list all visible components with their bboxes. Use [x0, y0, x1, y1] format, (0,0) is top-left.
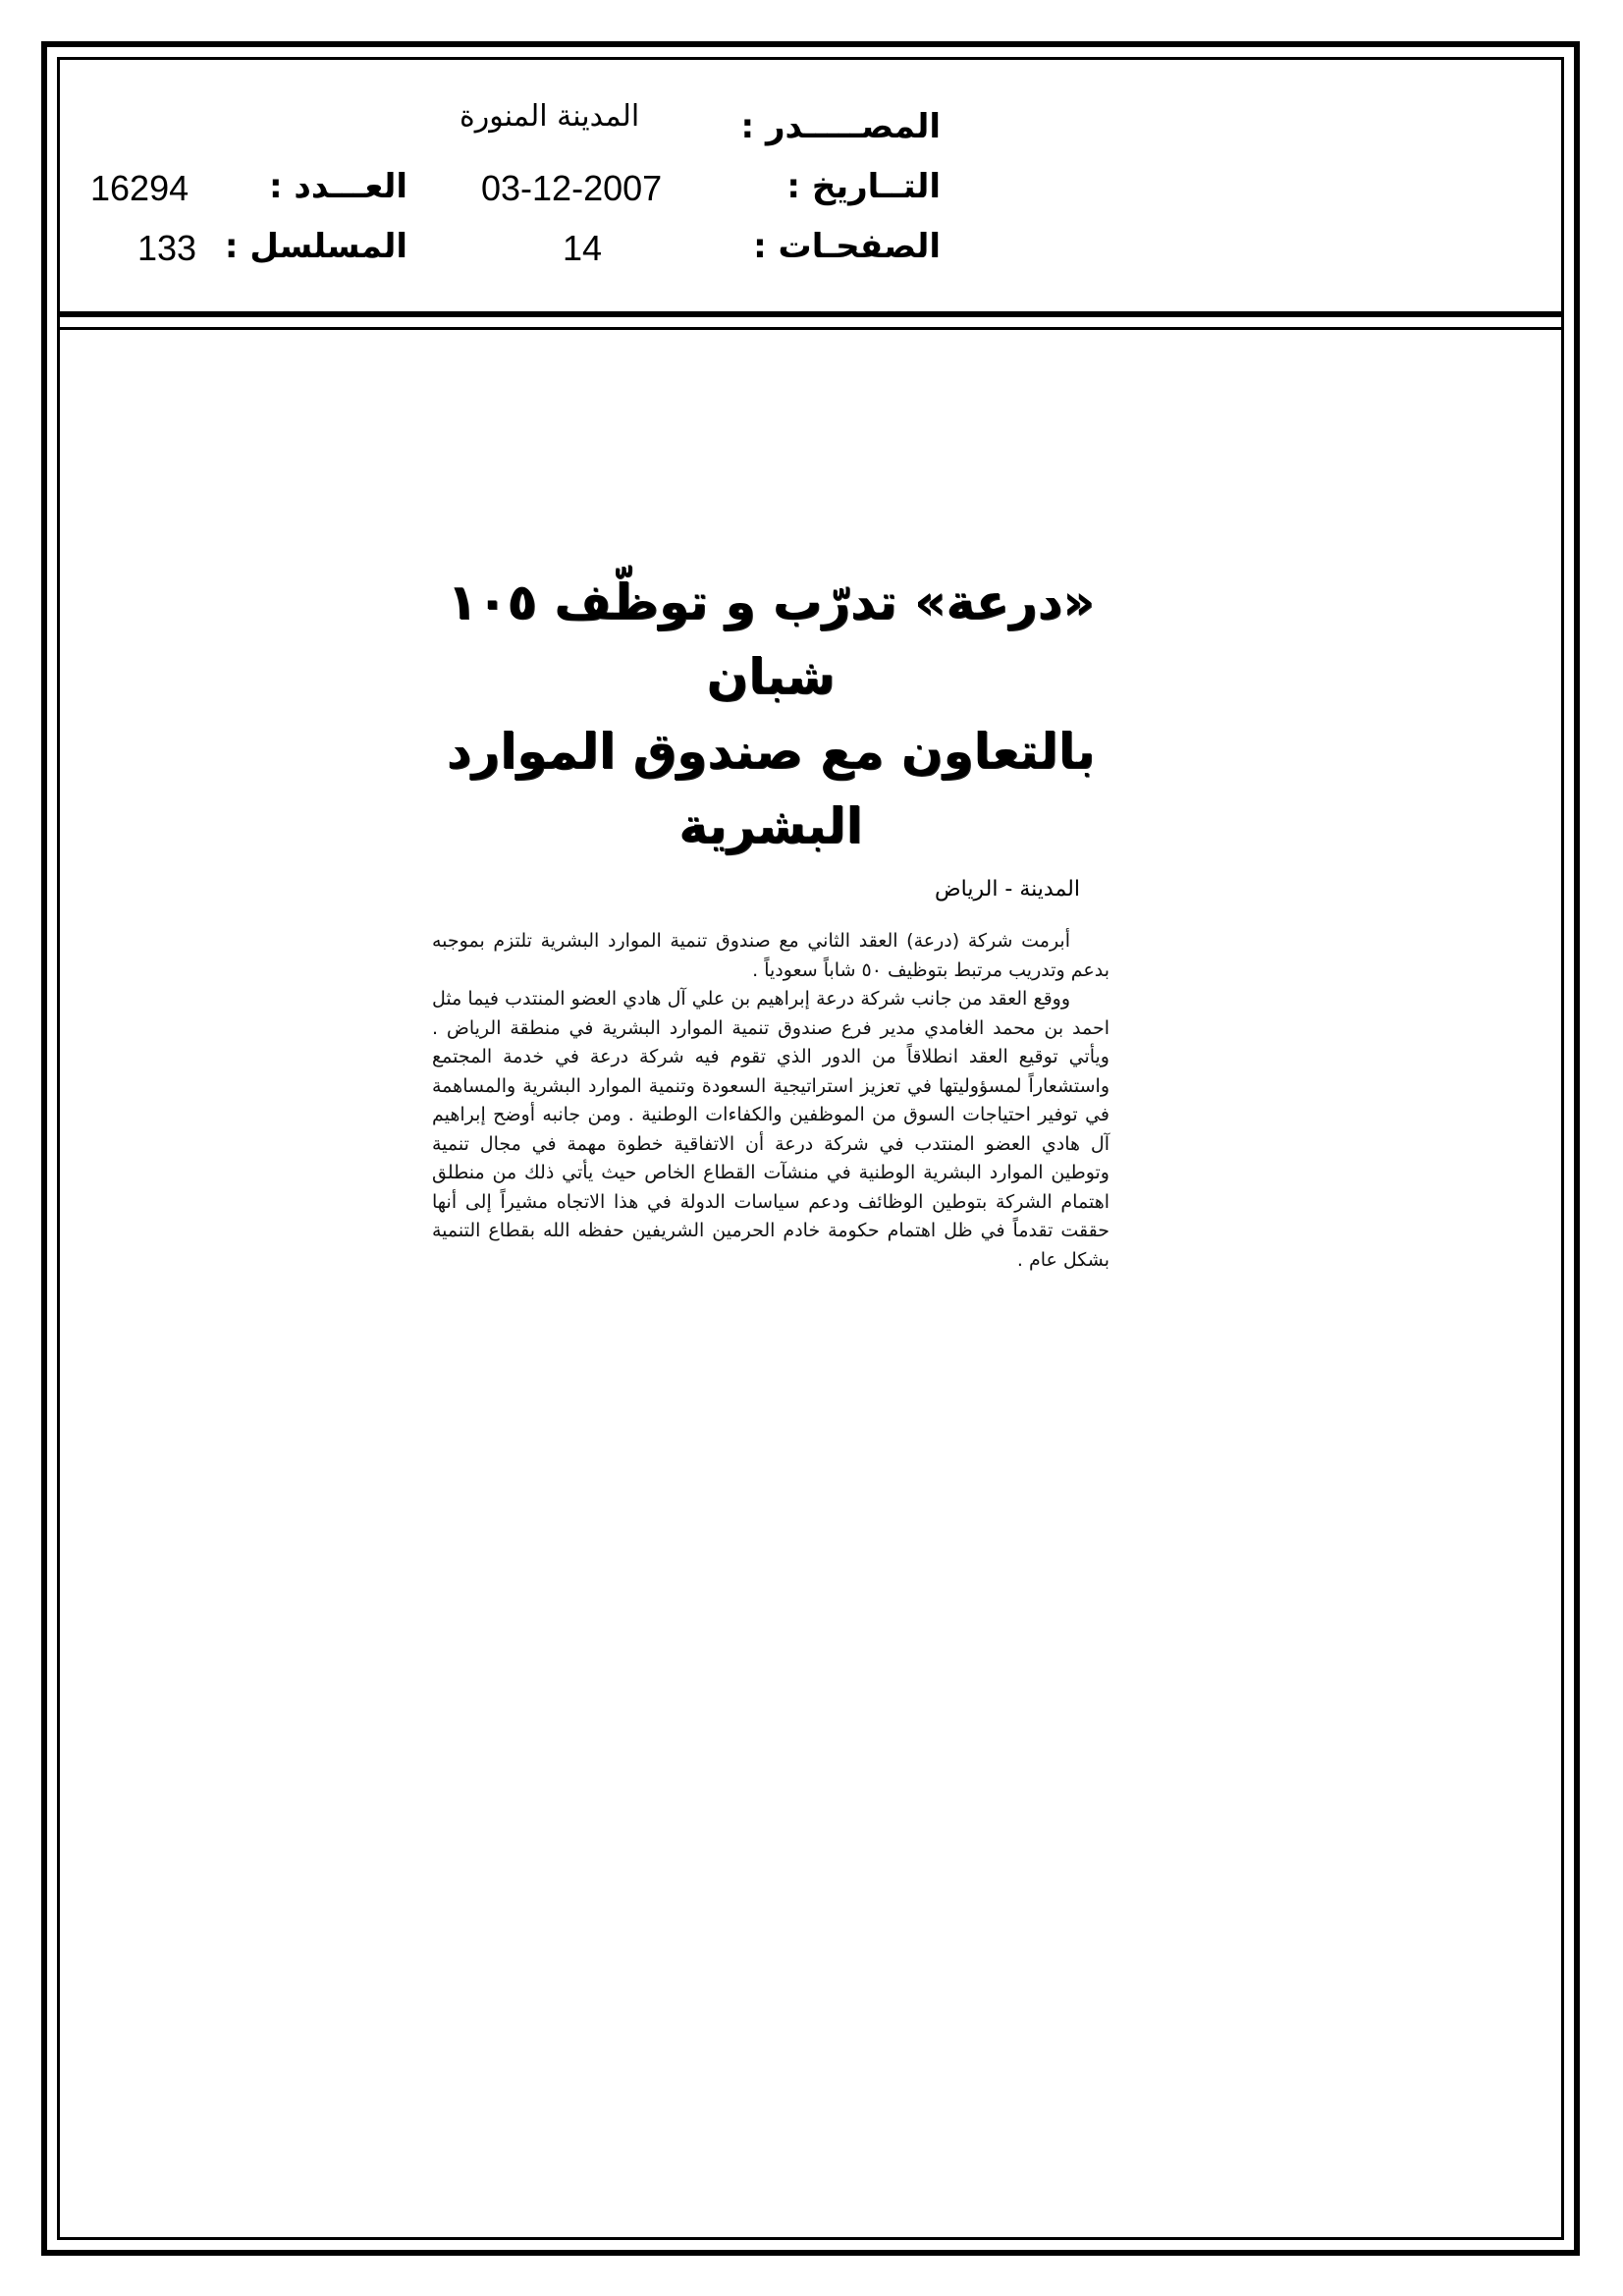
- source-value: المدينة المنورة: [460, 99, 640, 134]
- source-label: المصـــــدر :: [740, 107, 941, 146]
- article-dateline: المدينة - الرياض: [935, 877, 1080, 902]
- article-headline: [432, 565, 1109, 863]
- article-clipping: [432, 565, 1109, 1275]
- header-divider-thin: [57, 327, 1564, 330]
- issue-label: العـــدد :: [269, 167, 407, 206]
- pages-value: 14: [563, 228, 603, 268]
- article-body: [432, 927, 1109, 1275]
- date-value: 03-12-2007: [481, 168, 663, 208]
- serial-value: 133: [137, 228, 197, 268]
- headline-line-1: «درعة» تدرّب و توظّف ١٠٥ شبان: [447, 574, 1095, 705]
- article-paragraph-2: ووقع العقد من جانب شركة درعة إبراهيم بن علي آل هادي العضو المنتدب فيما مثل احمد بن محمد الغامدي مدير فرع صندوق تنمية الموارد البشرية في منطقة الرياض . ويأتي توقيع العقد انطلاقاً من الدور الذي تقوم فيه شركة درعة في خدمة المجتمع واستشعاراً لمسؤوليتها في تعزيز استراتيجية السعودة وتنمية الموارد البشرية والمساهمة في توفير احتياجات السوق من الموظفين والكفاءات الوطنية . ومن جانبه أوضح إبراهيم آل هادي العضو المنتدب في شركة درعة أن الاتفاقية خطوة مهمة في مجال تنمية وتوطين الموارد البشرية الوطنية في منشآت القطاع الخاص حيث يأتي ذلك من منطلق اهتمام الشركة بتوطين الوظائف ودعم سياسات الدولة في هذا الاتجاه مشيراً إلى أنها حققت تقدماً في ظل اهتمام حكومة خادم الحرمين الشريفين حفظه الله بقطاع التنمية بشكل عام .: [432, 988, 1109, 1271]
- pages-label: الصفحـات :: [753, 227, 941, 266]
- article-paragraph-1: أبرمت شركة (درعة) العقد الثاني مع صندوق تنمية الموارد البشرية تلتزم بموجبه بدعم وتدريب مرتبط بتوظيف ٥٠ شاباً سعودياً .: [432, 930, 1109, 981]
- issue-value: 16294: [90, 168, 189, 208]
- serial-label: المسلسل :: [224, 227, 407, 266]
- header-divider-thick: [57, 311, 1564, 317]
- headline-line-2: بالتعاون مع صندوق الموارد البشرية: [446, 723, 1096, 854]
- date-label: التــاريخ :: [786, 167, 941, 206]
